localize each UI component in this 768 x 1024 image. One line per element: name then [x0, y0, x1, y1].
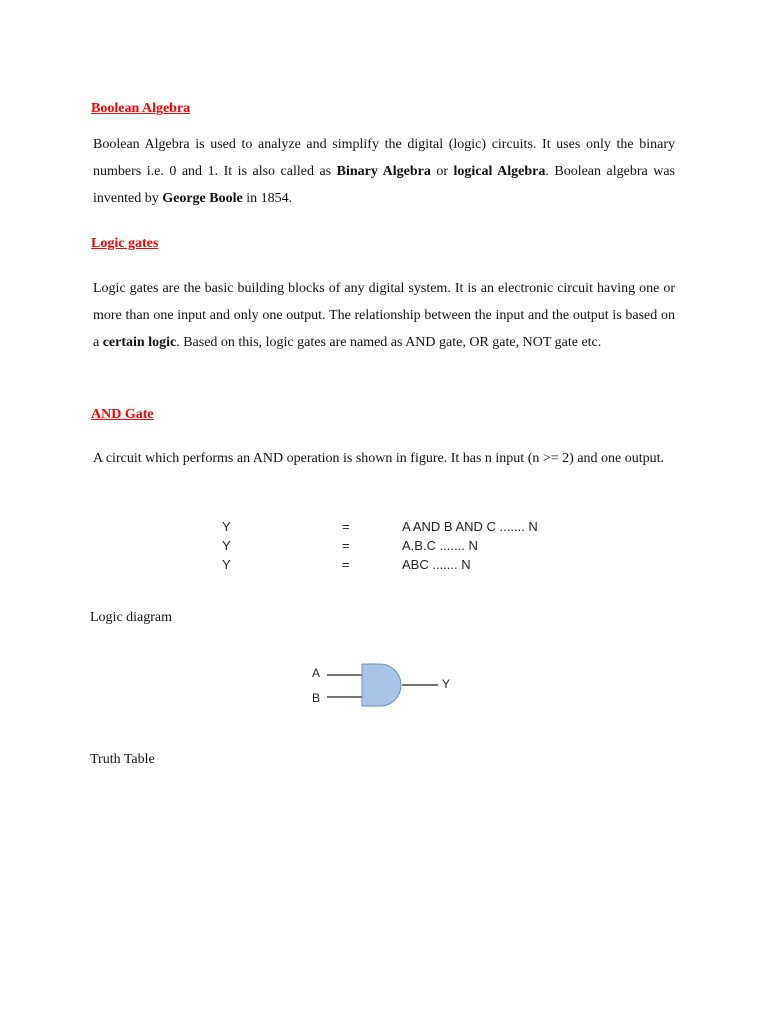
and-gate-diagram: [300, 655, 470, 715]
text-run: in 1854.: [242, 191, 293, 206]
paragraph-logic-gates: [93, 275, 675, 356]
equation-operator: =: [342, 557, 350, 572]
equation-rhs: A AND B AND C ....... N: [402, 519, 538, 534]
bold-term: Binary Algebra: [336, 164, 431, 179]
heading-and-gate: AND Gate: [91, 407, 154, 422]
heading-logic-gates: Logic gates: [91, 236, 159, 251]
label-logic-diagram: Logic diagram: [90, 610, 173, 625]
equation-table: [222, 517, 552, 574]
text-run: . Boolean algebra was invented by: [93, 164, 676, 206]
equation-lhs: Y: [222, 538, 231, 553]
label-truth-table: Truth Table: [90, 752, 155, 767]
input-b-label: B: [312, 691, 321, 705]
text-run: Boolean Algebra is used to analyze and simplify the digital (logic) circuits. It uses only the binary numbers i.e. 0 and 1. It is also called as: [93, 137, 675, 179]
equation-lhs: Y: [222, 557, 231, 572]
output-y-label: Y: [442, 677, 451, 691]
text-run: . Based on this, logic gates are named as AND gate, OR gate, NOT gate etc.: [176, 335, 602, 350]
equation-rhs: A.B.C ....... N: [402, 538, 478, 553]
paragraph-and-gate: [93, 445, 675, 472]
and-gate-symbol: [362, 664, 401, 706]
equation-lhs: Y: [222, 519, 231, 534]
bold-term: logical Algebra: [453, 164, 546, 179]
equation-operator: =: [342, 519, 350, 534]
heading-boolean-algebra: Boolean Algebra: [91, 101, 191, 116]
equation-row: [222, 517, 552, 536]
text-run: A circuit which performs an AND operation is shown in figure. It has n input (n >= 2) and one output.: [93, 451, 665, 466]
input-a-label: A: [312, 666, 321, 680]
equation-rhs: ABC ....... N: [402, 557, 471, 572]
equation-row: [222, 555, 552, 574]
bold-term: George Boole: [162, 191, 243, 206]
equation-operator: =: [342, 538, 350, 553]
text-run: Logic gates are the basic building blocks of any digital system. It is an electronic circuit having one or more than one input and only one output. The relationship between the input and the output is based on a: [93, 281, 675, 350]
text-run: or: [430, 164, 454, 179]
paragraph-boolean-algebra: [93, 131, 675, 212]
equation-row: [222, 536, 552, 555]
bold-term: certain logic: [102, 335, 177, 350]
